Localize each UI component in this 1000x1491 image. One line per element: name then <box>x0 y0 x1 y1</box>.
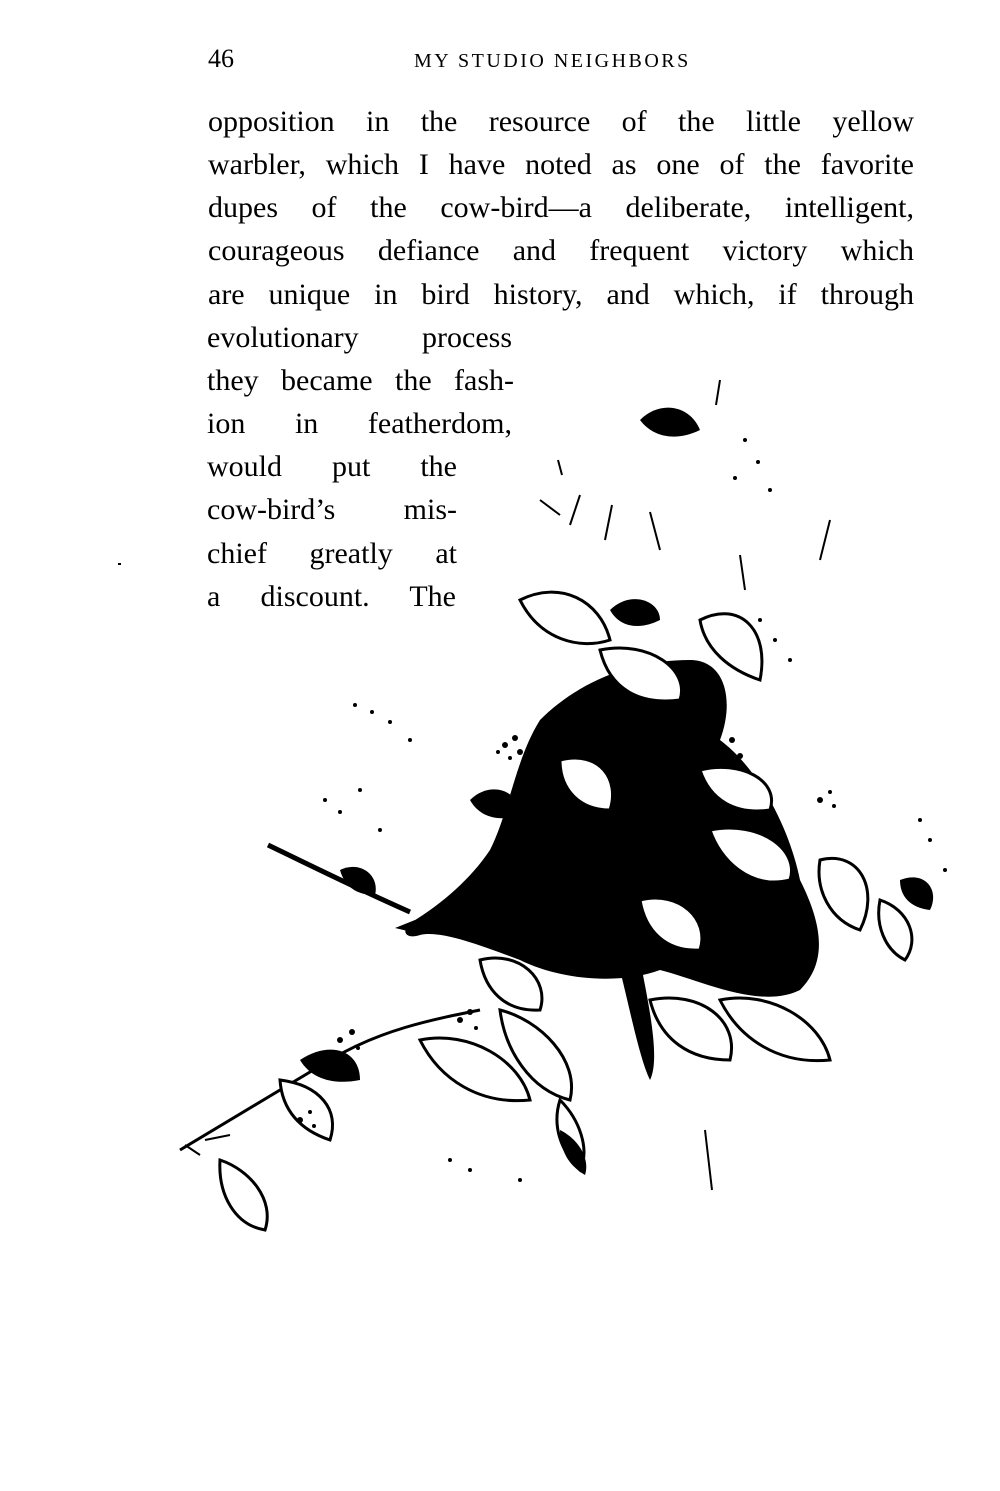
body-line: evolutionary process <box>207 321 512 354</box>
body-line: chief greatly at <box>207 537 457 570</box>
body-line: they became the fash- <box>207 364 514 397</box>
page-number: 46 <box>208 44 234 73</box>
bird-beak <box>395 920 415 932</box>
body-line: cow-bird’s mis- <box>207 493 457 526</box>
bird-silhouette <box>405 660 819 997</box>
bird-and-foliage-illustration <box>170 365 950 1255</box>
body-line: dupes of the cow-bird—a deliberate, intelligent, <box>208 191 914 224</box>
body-line: ion in featherdom, <box>207 407 512 440</box>
body-line: warbler, which I have noted as one of the favorite <box>208 148 914 181</box>
body-line: are unique in bird history, and which, if through <box>208 278 914 311</box>
body-line: would put the <box>207 450 457 483</box>
body-line: opposition in the resource of the little yellow <box>208 105 914 138</box>
body-line: courageous defiance and frequent victory which <box>208 234 914 267</box>
ink-speck <box>118 563 121 565</box>
running-title: MY STUDIO NEIGHBORS <box>414 50 691 72</box>
branch <box>268 845 410 912</box>
bird-tail <box>620 960 654 1080</box>
body-line: a discount. The <box>207 580 456 613</box>
